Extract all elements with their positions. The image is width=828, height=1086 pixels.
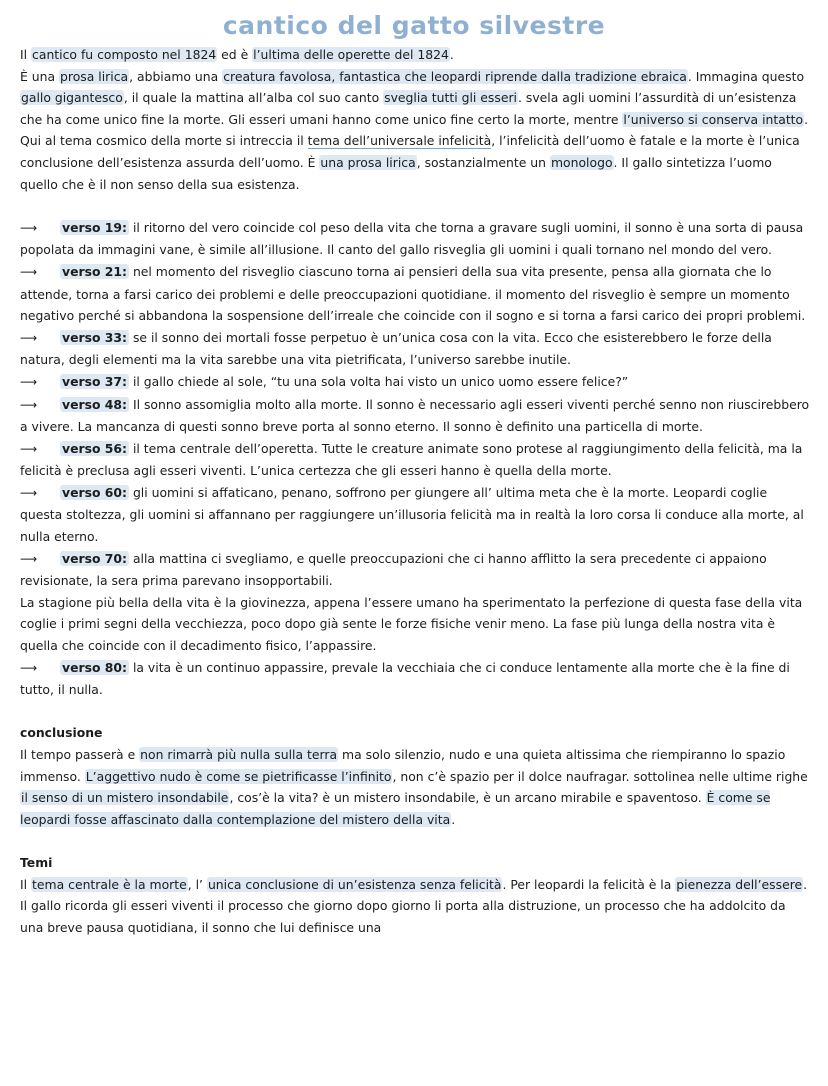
- text: Il tempo passerà e: [20, 747, 140, 762]
- text: ma solo silenzio, nudo e una quieta altissima che riempiranno lo spazio immenso.: [20, 747, 786, 784]
- verse-label: verso 33:: [62, 329, 127, 345]
- highlight: È come se leopardi fosse affascinato dalla contemplazione del mistero della vita: [20, 790, 771, 827]
- arrow-icon: ⟶: [20, 220, 38, 235]
- verse-note: [20, 217, 810, 261]
- highlight: unica conclusione di un’esistenza senza felicità: [207, 876, 502, 892]
- verse-text: gli uomini si affaticano, penano, soffrono per giungere all’ ultima meta che è la morte. Leopardi coglie questa stoltezza, gli uomini si affannano per raggiungere un’illusoria felicità ma in realtà la loro corsa li conduce alla morte, al nulla eterno.: [20, 484, 804, 545]
- highlight: l’universo si conserva intatto: [623, 111, 804, 127]
- text: . svela agli uomini l’assurdità di un’esistenza che ha come unico fine la morte. Gli esseri umani hanno come unico fine certo la morte, mentre: [20, 90, 797, 127]
- spacer: [20, 195, 810, 217]
- highlight: creatura favolosa, fantastica che leopardi riprende dalla tradizione ebraica: [223, 68, 687, 84]
- section-heading-temi: Temi: [20, 854, 53, 870]
- verse-text: nel momento del risveglio ciascuno torna ai pensieri della sua vita presente, pensa alla giornata che lo attende, torna a farsi carico dei problemi e delle preoccupazioni quotidiane. il momento del risveglio è sempre un momento negativo perché si abbandona la sospensione dell’irreale che coincide con il sogno e si torna a farsi carico dei propri problemi.: [20, 263, 806, 324]
- verse-note: [20, 482, 810, 548]
- highlight: gallo gigantesco: [21, 90, 123, 106]
- verse-note: [20, 261, 810, 327]
- section-heading-conclusione: conclusione: [20, 725, 103, 741]
- verse-text: Il sonno assomiglia molto alla morte. Il sonno è necessario agli esseri viventi perché senno non riuscirebbero a vivere. La mancanza di questi sonno breve porta al sonno eterno. Il sonno è definito una particella di morte.: [20, 396, 810, 435]
- spacer: [20, 830, 810, 852]
- verse-text: se il sonno dei mortali fosse perpetuo è un’unica cosa con la vita. Ecco che esisterebbero le forze della natura, degli elementi ma la vita sarebbe una vita pietrificata, l’universo sarebbe inutile.: [20, 329, 772, 368]
- verse-text: il tema centrale dell’operetta. Tutte le creature animate sono protese al raggiungimento della felicità, ma la felicità è preclusa agli esseri viventi. L’unica certezza che gli esseri hanno è quella della morte.: [20, 440, 803, 479]
- verse-text: alla mattina ci svegliamo, e quelle preoccupazioni che ci hanno afflitto la sera precedente ci appaiono revisionate, la sera prima parevano insopportabili.: [20, 550, 767, 589]
- arrow-icon: ⟶: [20, 330, 38, 345]
- verse-note: [20, 657, 810, 701]
- text: , abbiamo una: [129, 68, 223, 84]
- stagione-paragraph: La stagione più bella della vita è la giovinezza, appena l’essere umano ha sperimentato la perfezione di questa fase della vita coglie i primi segni della vecchiezza, poco dopo già sente le forze fisiche venir meno. La fase più lunga della nostra vita è quella che coincide con il decadimento fisico, l’appassire.: [20, 594, 803, 654]
- verse-text: la vita è un continuo appassire, prevale la vecchiaia che ci conduce lentamente alla morte che è la fine di tutto, il nulla.: [20, 659, 790, 698]
- spacer: [20, 701, 810, 723]
- text: Il: [20, 47, 32, 62]
- verse-note: [20, 394, 810, 438]
- highlight: monologo: [550, 154, 613, 170]
- text: .: [449, 47, 454, 62]
- text: , il quale la mattina all’alba col suo canto: [123, 90, 384, 106]
- text: , l’infelicità dell’uomo è fatale e la morte è l’unica conclusione dell’esistenza assurda dell’uomo. È: [20, 133, 800, 170]
- verse-label: verso 37:: [62, 373, 127, 389]
- verse-text: il ritorno del vero coincide col peso della vita che torna a gravare sugli uomini, il sonno è una sorta di pausa popolata da immagini vane, è simile all’illusione. Il canto del gallo risveglia gli uomini i quali tornano nel mondo del vero.: [20, 219, 804, 258]
- text: , l’: [187, 876, 207, 892]
- page-title: cantico del gatto silvestre: [222, 11, 606, 40]
- verse-label: verso 80:: [62, 659, 127, 675]
- highlight: tema centrale è la morte: [32, 876, 187, 892]
- text: .: [451, 811, 456, 827]
- highlight: cantico fu composto nel 1824: [32, 47, 217, 62]
- text: . Per leopardi la felicità è la: [502, 876, 676, 892]
- arrow-icon: ⟶: [20, 660, 38, 675]
- text: . Il gallo ricorda gli esseri viventi il processo che giorno dopo giorno li porta alla distruzione, un processo che ha addolcito da una breve pausa quotidiana, il sonno che lui definisce una: [20, 876, 808, 935]
- highlight: l’ultima delle operette del 1824: [253, 47, 449, 62]
- text: . Immagina questo: [687, 68, 805, 84]
- verse-label: verso 21:: [62, 263, 127, 279]
- conclusione-paragraph: [20, 744, 810, 830]
- highlight: L’aggettivo nudo è come se pietrificasse l’infinito: [85, 768, 392, 784]
- highlight: una prosa lirica: [320, 154, 416, 170]
- intro-paragraph: [20, 44, 810, 195]
- text: . Il gallo sintetizza l’uomo quello che è il non senso della sua esistenza.: [20, 154, 772, 192]
- verse-note: [20, 548, 810, 592]
- text: È una: [20, 68, 60, 84]
- text: Il: [20, 876, 32, 892]
- verse-note: [20, 327, 810, 371]
- arrow-icon: ⟶: [20, 551, 38, 566]
- verse-note: [20, 371, 810, 394]
- arrow-icon: ⟶: [20, 397, 38, 412]
- verse-label: verso 70:: [62, 550, 127, 566]
- arrow-icon: ⟶: [20, 441, 38, 456]
- arrow-icon: ⟶: [20, 264, 38, 279]
- verse-label: verso 48:: [62, 396, 127, 412]
- document-body: [20, 44, 810, 938]
- temi-paragraph: [20, 874, 810, 939]
- highlight: non rimarrà più nulla sulla terra: [140, 747, 338, 762]
- highlight: sveglia tutti gli esseri: [384, 90, 517, 106]
- verse-text: il gallo chiede al sole, “tu una sola volta hai visto un unico uomo essere felice?”: [129, 373, 629, 389]
- highlight: prosa lirica: [60, 68, 129, 84]
- verse-note: [20, 438, 810, 482]
- highlight: pienezza dell’essere: [676, 876, 803, 892]
- text: , cos’è la vita? è un mistero insondabile, è un arcano mirabile e spaventoso.: [229, 790, 706, 806]
- text: , non c’è spazio per il dolce naufragar. sottolinea nelle ultime righe: [392, 768, 808, 784]
- verse-label: verso 60:: [62, 484, 127, 500]
- text: ed è: [217, 47, 253, 62]
- arrow-icon: ⟶: [20, 485, 38, 500]
- highlight: il senso di un mistero insondabile: [21, 790, 229, 806]
- underlined-text: tema dell’universale infelicità: [307, 133, 492, 149]
- verse-label: verso 56:: [62, 440, 127, 456]
- verse-label: verso 19:: [62, 219, 127, 235]
- arrow-icon: ⟶: [20, 374, 38, 389]
- text: . Qui al tema cosmico della morte si intreccia il: [20, 111, 809, 149]
- text: , sostanzialmente un: [416, 154, 550, 170]
